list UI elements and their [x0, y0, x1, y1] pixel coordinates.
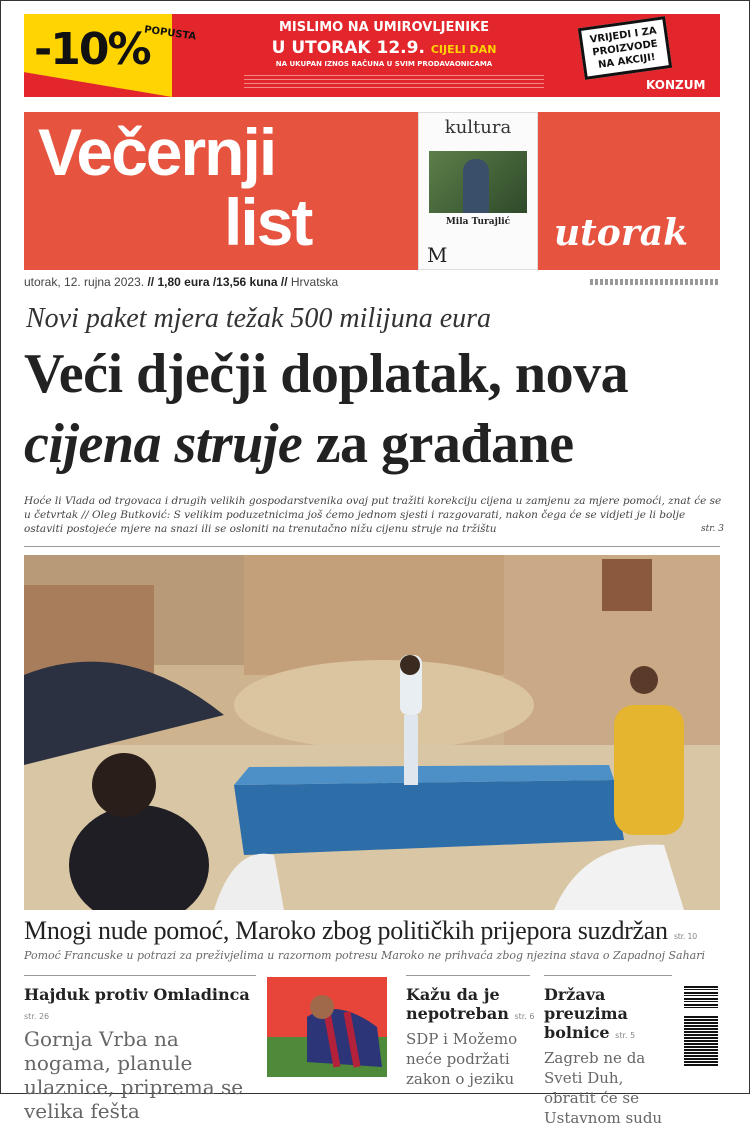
ad-line1: MISLIMO NA UMIROVLJENIKE	[278, 20, 489, 35]
konzum-logo: KONZUM	[646, 78, 706, 92]
date: utorak, 12. rujna 2023.	[24, 275, 145, 289]
headline-rest: za građane	[302, 413, 574, 475]
story-head: Država preuzima bolnice	[544, 985, 628, 1042]
logo-line2: list	[224, 185, 312, 259]
divider	[406, 975, 530, 976]
story-body: Gornja Vrba na nogama, planule ulaznice, priprema se velika fešta	[24, 1027, 244, 1123]
ad-accent: CIJELI DAN	[430, 43, 497, 56]
masthead	[24, 112, 720, 270]
story-hajduk[interactable]	[24, 985, 264, 1123]
sep: //	[147, 275, 155, 289]
dateline	[24, 275, 338, 289]
ad-discount: -10%	[34, 24, 150, 75]
photo-subhead: Pomoć Francuske u potrazi za preživjelima u razornom potresu Maroko ne prihvaća zbog njezina stava o Zapadnoj Sahari	[24, 949, 705, 962]
story-body: SDP i Možemo neće podržati zakon o jeziku	[406, 1030, 518, 1088]
region: Hrvatska	[290, 275, 339, 289]
kultura-supplement-cover[interactable]	[418, 112, 538, 270]
page-ref: str. 5	[615, 1031, 636, 1040]
lead-body: Hoće li Vlada od trgovaca i drugih velikih gospodarstvenika ovaj put tražiti korekciju cijena u zamjenu za mjere pomoći, znat će se u četvrtak // Oleg Butković: S velikim poduzetnicima još ćemo jednom sjesti i razgovarati, nakon čega će se vidjeti je li bolje ostaviti postojeće mjere na snazi ili se osloniti na trenutačno nižu cijenu struje na tržištu	[24, 495, 722, 535]
konzum-advertisement[interactable]	[24, 14, 720, 97]
story-head: Kažu da je nepotreban	[406, 985, 509, 1023]
lead-text	[24, 494, 724, 536]
supplement-person	[463, 159, 489, 213]
page-ref: str. 26	[24, 1012, 50, 1021]
lead-headline-1[interactable]: Veći dječji doplatak, nova	[24, 343, 629, 405]
story-language-law[interactable]	[406, 985, 536, 1089]
divider	[24, 546, 720, 547]
football-scene	[267, 977, 387, 1077]
ad-line3: NA UKUPAN IZNOS RAČUNA U SVIM PRODAVAONICAMA	[275, 60, 493, 68]
ad-fine-print	[244, 72, 544, 90]
lead-kicker: Novi paket mjera težak 500 milijuna eura	[26, 303, 492, 334]
supplement-letter: M	[427, 243, 448, 267]
supplement-title: kultura	[444, 117, 512, 138]
page-ref: str. 10	[673, 932, 697, 941]
photo-scene	[24, 555, 720, 910]
headline-italic: cijena struje	[24, 413, 303, 475]
story-body: Zagreb ne da Sveti Duh, obratit će se Ustavnom sudu	[544, 1049, 663, 1127]
price: 1,80 eura /13,56 kuna	[157, 275, 278, 289]
photo-headline-text: Mnogi nude pomoć, Maroko zbog političkih prijepora suzdržan	[24, 916, 668, 945]
day-label: utorak	[554, 212, 689, 254]
story-hospitals[interactable]	[544, 985, 676, 1128]
ad-date: U UTORAK 12.9.	[271, 38, 425, 58]
ad-popust: POPUSTA	[143, 24, 197, 43]
photo-headline[interactable]	[24, 916, 697, 946]
ad-badge: VRIJEDI I ZA PROIZVODE NA AKCIJI!	[578, 16, 672, 80]
logo-line1: Večernji	[38, 115, 276, 189]
sep: //	[280, 275, 288, 289]
story-head: Hajduk protiv Omladinca	[24, 985, 250, 1004]
football-photo[interactable]	[267, 977, 387, 1077]
ad-line2	[204, 38, 564, 58]
divider	[24, 975, 256, 976]
divider	[544, 975, 672, 976]
barcode-icon	[684, 1016, 718, 1066]
page-ref: str. 6	[514, 1012, 535, 1021]
morocco-earthquake-photo[interactable]	[24, 555, 720, 910]
barcode-small	[684, 986, 718, 1010]
lead-headline-2[interactable]	[24, 412, 574, 476]
imprint-fine-print	[590, 279, 720, 285]
supplement-name: Mila Turajlić	[445, 217, 511, 227]
page-ref: str. 3	[701, 524, 724, 534]
